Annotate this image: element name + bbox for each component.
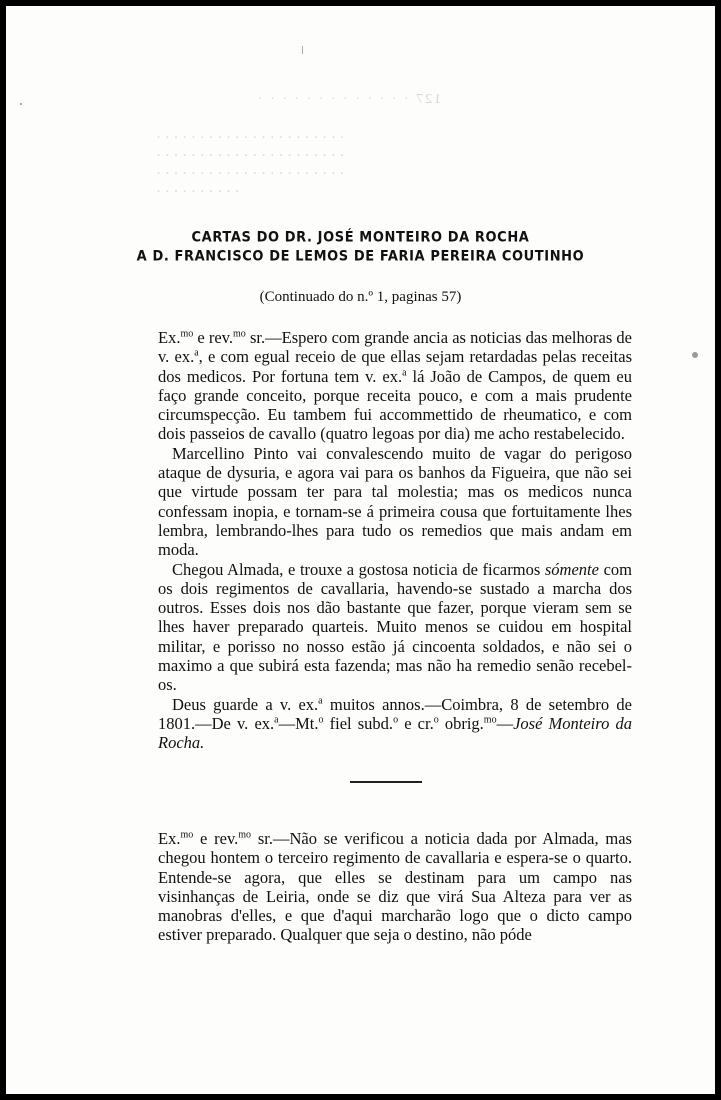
letter-1: [158, 328, 632, 753]
letter-1-paragraph-3: Chegou Almada, e trouxe a gostosa noticia de ficarmos sómente com os dois regimentos de cavallaria, havendo-se sustado a marcha dos outros. Esses dois nos dão bastante que fazer, porque vieram sem se lhes haver preparado quarteis. Muito menos se cuidou em hospital militar, e porisso no nosso estão já cincoenta soldados, e não sei o maximo a que subirá esta fazenda; mas não ha remedio senão recebel-os.: [158, 559, 632, 695]
letter-1-closing: Deus guarde a v. ex.$^a$ muitos annos.—Coimbra, 8 de setembro de 1801.—De v. ex.$^a$—Mt.$^o$ fiel subd.$^o$ e cr.$^o$ obrig.$^{mo}$—José Monteiro da Rocha.: [158, 694, 632, 753]
document-page: [6, 6, 715, 1094]
bleed-through-text: · · · · · · · · · · · · · · · · · · · · · ·: [156, 148, 345, 164]
paper-blemish: [692, 352, 698, 358]
article-title-line-2: A D. FRANCISCO DE LEMOS DE FARIA PEREIRA COUTINHO: [136, 248, 585, 265]
signature: José Monteiro da Rocha.: [158, 713, 632, 753]
bleed-through-text: · · · · · · · · · · · · · · · · · · · · · ·: [156, 166, 345, 182]
paper-speck: [302, 46, 303, 54]
bleed-through-text: · · · · · · · · · · · · · · · · · · · · · ·: [156, 130, 345, 146]
paper-speck: [20, 103, 22, 105]
bleed-through-text: 127 · · · · · · · · · · · · ·: [256, 92, 442, 107]
letter-1-paragraph-2: Marcellino Pinto vai convalescendo muito de vagar do perigoso ataque de dysuria, e agora vai para os banhos da Figueira, que não sei que virtude possam ter para tal molestia; mas os medicos nunca confessam inopia, e tornam-se á primeira cousa que fortuitamente lhes lembra, lembrando-lhes para tudo os remedios que mais andam em moda.: [158, 443, 632, 560]
letter-2: [158, 829, 632, 945]
salutation: Ex.$^{mo}$ e rev.$^{mo}$ sr.—: [158, 328, 282, 347]
letter-1-paragraph-1: Ex.$^{mo}$ e rev.$^{mo}$ sr.—Espero com grande ancia as noticias das melhoras de v. ex.$^a$, e com egual receio de que ellas sejam retardadas pelas receitas dos medicos. Por fortuna tem v. ex.$^a$ lá João de Campos, de quem eu faço grande conceito, porque receita pouco, e com a mais prudente circumspecção. Eu tambem fui accommettido de rheumatico, e com dois passeios de cavallo (quatro legoas por dia) me acho restabelecido.: [158, 328, 632, 444]
letter-2-paragraph-1: Ex.$^{mo}$ e rev.$^{mo}$ sr.—Não se verificou a noticia dada por Almada, mas chegou hontem o terceiro regimento de cavallaria e espera-se o quarto. Entende-se agora, que elles se destinam para um campo nas visinhanças de Leiria, onde se diz que virá Sua Alteza para ver as manobras d'elles, e que d'aqui marcharão logo que o dicto campo estiver preparado. Qualquer que seja o destino, não póde: [158, 829, 632, 945]
article-title-line-1: CARTAS DO DR. JOSÉ MONTEIRO DA ROCHA: [191, 229, 530, 246]
bleed-through-text: · · · · · · · · · ·: [156, 184, 240, 200]
section-divider: [350, 781, 422, 783]
salutation: Ex.$^{mo}$ e rev.$^{mo}$ sr.—: [158, 829, 290, 848]
continuation-note: (Continuado do n.º 1, paginas 57): [259, 289, 462, 305]
